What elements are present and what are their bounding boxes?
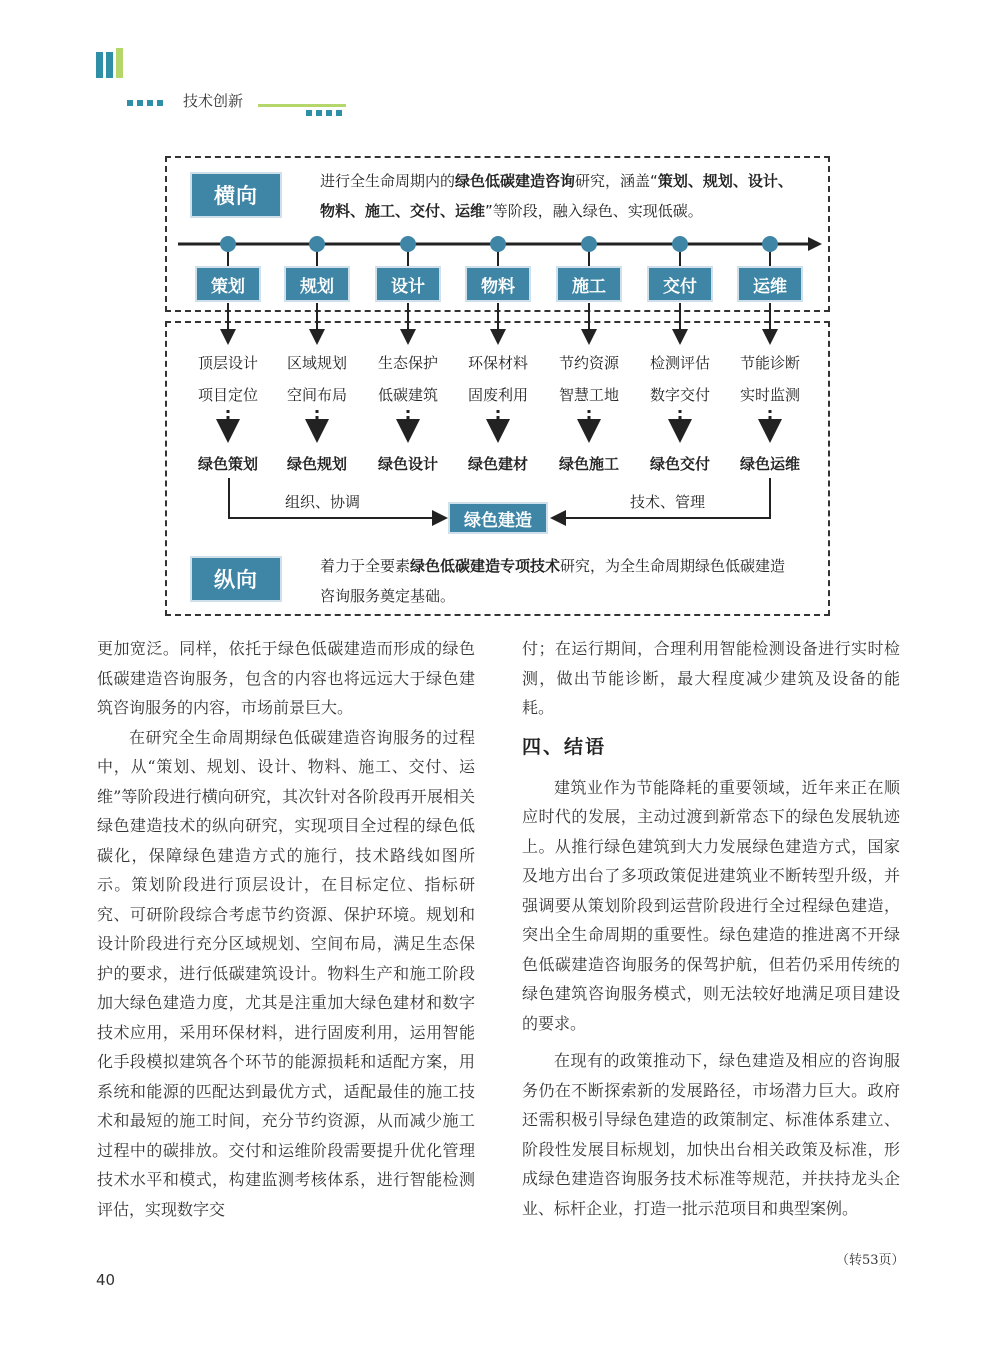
left-column [97, 634, 475, 1224]
stage-result: 绿色建材 [467, 455, 528, 473]
vertical-description: 着力于全要素绿色低碳建造专项技术研究，为全生命周期绿色低碳建造咨询服务奠定基础。 [320, 557, 786, 605]
stage-item: 节约资源 [558, 354, 619, 372]
paragraph: 付；在运行期间，合理利用智能检测设备进行实时检测，做出节能诊断，最大程度减少建筑及设备的能耗。 [522, 639, 900, 717]
technical-route-diagram [0, 0, 992, 620]
stage-result: 绿色交付 [649, 455, 710, 473]
paragraph: 更加宽泛。同样，依托于绿色低碳建造而形成的绿色低碳建造咨询服务，包含的内容也将远远大于绿色建筑咨询服务的内容，市场前景巨大。 [97, 639, 475, 717]
stage-item: 低碳建筑 [377, 386, 438, 404]
paragraph: 在现有的政策推动下，绿色建造及相应的咨询服务仍在不断探索新的发展路径，市场潜力巨大。政府还需积极引导绿色建造的政策制定、标准体系建立、阶段性发展目标规划，加快出台相关政策及标准，形成绿色建造咨询服务技术标准等规范，并扶持龙头企业、标杆企业，打造一批示范项目和典型案例。 [522, 1051, 900, 1218]
stage-item: 空间布局 [286, 386, 347, 404]
timeline-node [220, 236, 236, 252]
stage-item: 检测评估 [649, 354, 710, 372]
continued-on-note: （转53页） [836, 1253, 905, 1268]
stage-label: 物料 [465, 266, 531, 302]
stage-item: 节能诊断 [739, 354, 800, 372]
stage-item: 固废利用 [467, 386, 528, 404]
stage-item: 数字交付 [649, 386, 710, 404]
section-title: 技术创新 [183, 92, 244, 110]
stage-item: 智慧工地 [558, 386, 619, 404]
stage-label: 策划 [195, 266, 261, 302]
paragraph: 建筑业作为节能降耗的重要领域，近年来正在顺应时代的发展，主动过渡到新常态下的绿色发展轨迹上。从推行绿色建筑到大力发展绿色建造方式，国家及地方出台了多项政策促进建筑业不断转型升级，并强调要从策划阶段到运营阶段进行全过程绿色建造，突出全生命周期的重要性。绿色建造的推进离不开绿色低碳建造咨询服务的保驾护航，但若仍采用传统的绿色建筑咨询服务模式，则无法较好地满足项目建设的要求。 [522, 777, 900, 1033]
timeline-node [581, 236, 597, 252]
vertical-label: 纵向 [190, 556, 282, 602]
timeline-node [400, 236, 416, 252]
section-heading: 四、结语 [522, 735, 607, 758]
left-note: 组织、协调 [285, 493, 361, 511]
stage-result: 绿色施工 [558, 455, 619, 473]
stage-item: 顶层设计 [197, 354, 258, 372]
stage-result: 绿色策划 [197, 455, 258, 473]
horizontal-label: 横向 [190, 172, 282, 218]
timeline-node [672, 236, 688, 252]
stage-result: 绿色运维 [739, 455, 800, 473]
stage-result: 绿色规划 [286, 455, 347, 473]
stage-item: 环保材料 [467, 354, 528, 372]
right-note: 技术、管理 [630, 493, 706, 511]
stage-label: 交付 [647, 266, 713, 302]
timeline-arrowhead [808, 237, 822, 251]
stage-result: 绿色设计 [377, 455, 438, 473]
center-green-construction: 绿色建造 [448, 502, 548, 534]
horizontal-description: 进行全生命周期内的绿色低碳建造咨询研究，涵盖“策划、规划、设计、物料、施工、交付、运维”等阶段，融入绿色、实现低碳。 [320, 172, 793, 220]
stage-item: 实时监测 [739, 386, 800, 404]
timeline-node [309, 236, 325, 252]
stage-label: 规划 [284, 266, 350, 302]
right-column [522, 634, 900, 1223]
paragraph: 在研究全生命周期绿色低碳建造咨询服务的过程中，从“策划、规划、设计、物料、施工、交付、运维”等阶段进行横向研究，其次针对各阶段再开展相关绿色建造技术的纵向研究，实现项目全过程的绿色低碳化，保障绿色建造方式的施行，技术路线如图所示。策划阶段进行顶层设计，在目标定位、指标研究、可研阶段综合考虑节约资源、保护环境。规划和设计阶段进行充分区域规划、空间布局，满足生态保护的要求，进行低碳建筑设计。物料生产和施工阶段加大绿色建造力度，尤其是注重加大绿色建材和数字技术应用，采用环保材料，进行固废利用，运用智能化手段模拟建筑各个环节的能源损耗和适配方案，用系统和能源的匹配达到最优方式，适配最佳的施工技术和最短的施工时间，充分节约资源，从而减少施工过程中的碳排放。交付和运维阶段需要提升优化管理技术水平和模式，构建监测考核体系，进行智能检测评估，实现数字交 [97, 727, 475, 1219]
timeline-node [490, 236, 506, 252]
stage-label: 运维 [737, 266, 803, 302]
stage-label: 设计 [375, 266, 441, 302]
stage-label: 施工 [556, 266, 622, 302]
stage-item: 区域规划 [286, 354, 347, 372]
timeline-node [762, 236, 778, 252]
stage-item: 项目定位 [197, 386, 258, 404]
page-number: 40 [96, 1271, 116, 1289]
stage-item: 生态保护 [377, 354, 438, 372]
